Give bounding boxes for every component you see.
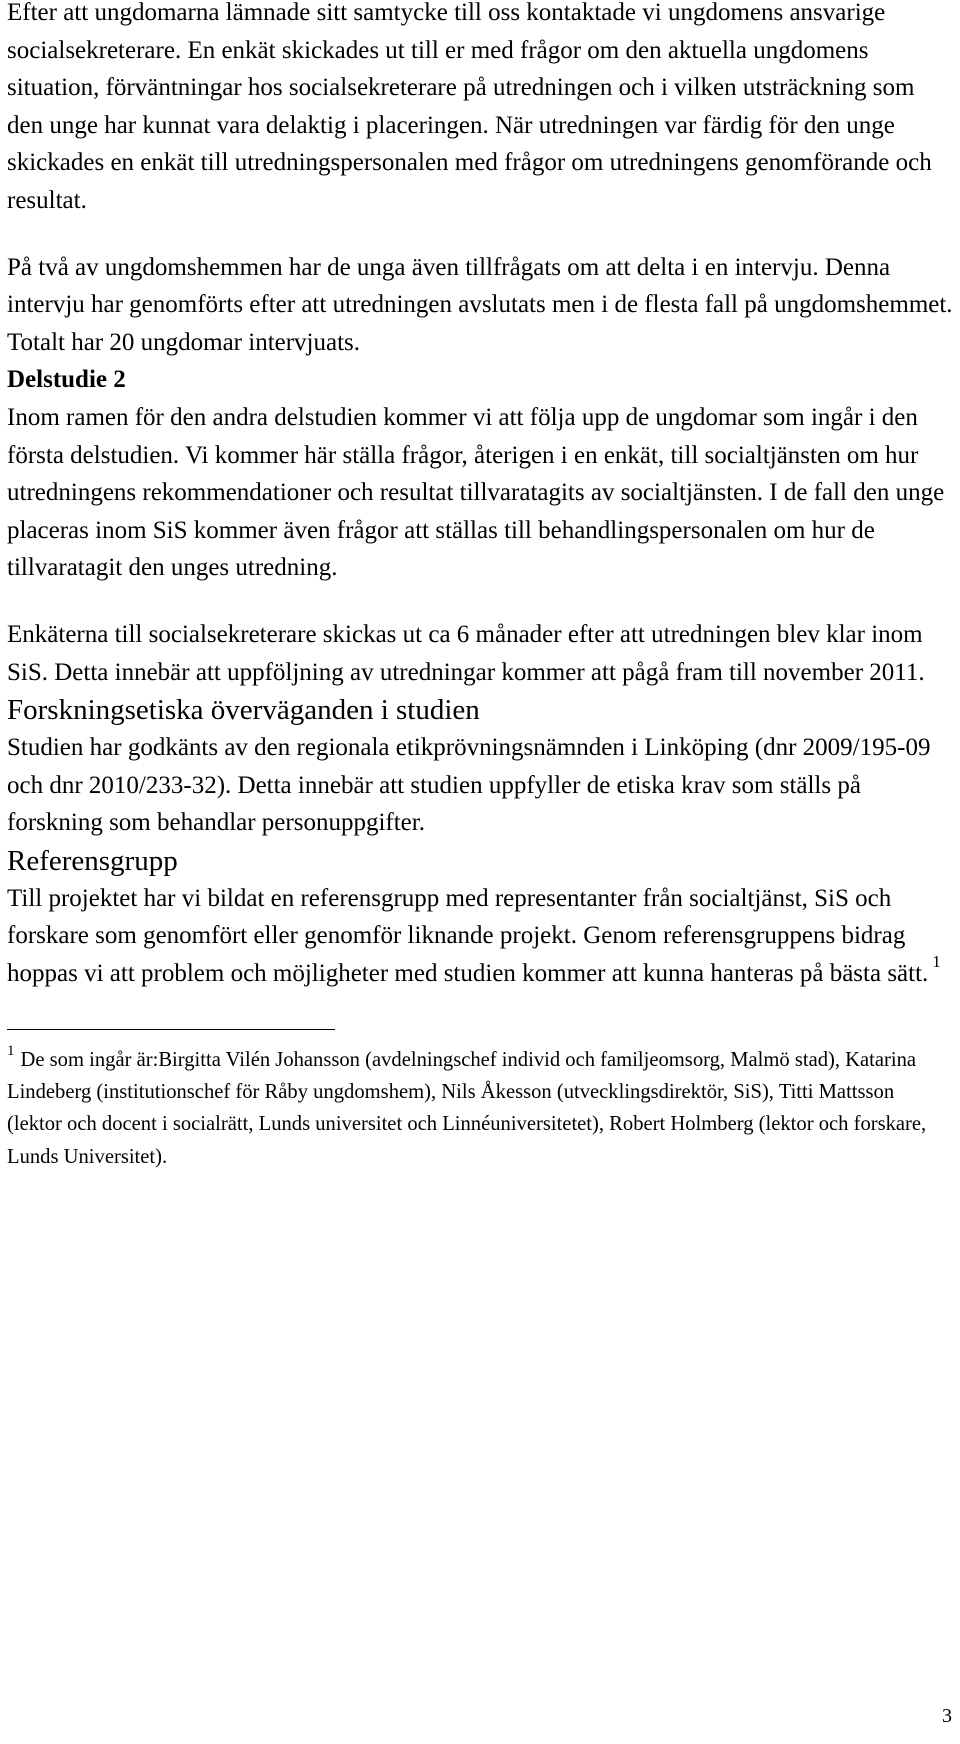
footnote	[7, 1044, 953, 1174]
ethics-paragraph: Studien har godkänts av den regionala etikprövningsnämnden i Linköping (dnr 2009/195-09 och dnr 2010/233-32). Detta innebär att studien uppfyller de etiska krav som ställs på forskning som behandlar personuppgifter.	[7, 734, 931, 837]
document-page	[7, 0, 953, 1173]
delstudie-2-heading: Delstudie 2	[7, 366, 126, 394]
intro-paragraph: Efter att ungdomarna lämnade sitt samtycke till oss kontaktade vi ungdomens ansvarige socialsekreterare. En enkät skickades ut till er med frågor om den aktuella ungdomens situation, förväntningar hos socialsekreterare på utredningen och i vilken utsträckning som den unge har kunnat vara delaktig i placeringen. När utredningen var färdig för den unge skickades en enkät till utredningspersonalen med frågor om utredningens genomförande och resultat.	[7, 0, 932, 214]
footnote-reference: 1	[932, 952, 941, 972]
survey-timing-paragraph: Enkäterna till socialsekreterare skickas ut ca 6 månader efter att utredningen blev klar inom SiS. Detta innebär att uppföljning av utredningar kommer att pågå fram till november 2011.	[7, 620, 925, 686]
ethics-heading: Forskningsetiska överväganden i studien	[7, 694, 480, 727]
delstudie-2-paragraph: Inom ramen för den andra delstudien kommer vi att följa upp de ungdomar som ingår i den första delstudien. Vi kommer här ställa frågor, återigen i en enkät, till socialtjänsten om hur utredningens rekommendationer och resultat tillvaratagits av socialtjänsten. I de fall den unge placeras inom SiS kommer även frågor att ställas till behandlingspersonalen om hur de tillvaratagit den unges utredning.	[7, 403, 945, 582]
reference-group-text: Till projektet har vi bildat en referensgrupp med representanter från socialtjänst, SiS och forskare som genomfört eller genomför liknande projekt. Genom referensgruppens bidrag hoppas vi att problem och möjligheter med studien kommer att kunna hanteras på bästa sätt.	[7, 884, 929, 988]
footnote-divider	[7, 1029, 335, 1030]
footnote-text: De som ingår är:Birgitta Vilén Johansson (avdelningschef individ och familjeomsorg, Malmö stad), Katarina Lindeberg (institutionschef för Råby ungdomshem), Nils Åkesson (utvecklingsdirektör, SiS), Titti Mattsson (lektor och docent i socialrätt, Lunds universitet och Linnéuniversitetet), Robert Holmberg (lektor och forskare, Lunds Universitet).	[7, 1048, 927, 1168]
reference-group-paragraph	[7, 880, 953, 993]
footnote-marker: 1	[7, 1042, 15, 1059]
interview-paragraph: På två av ungdomshemmen har de unga även tillfrågats om att delta i en intervju. Denna intervju har genomförts efter att utredningen avslutats men i de flesta fall på ungdomshemmet. Totalt har 20 ungdomar intervjuats.	[7, 253, 953, 356]
page-number: 3	[942, 1705, 952, 1727]
reference-group-heading: Referensgrupp	[7, 844, 178, 877]
